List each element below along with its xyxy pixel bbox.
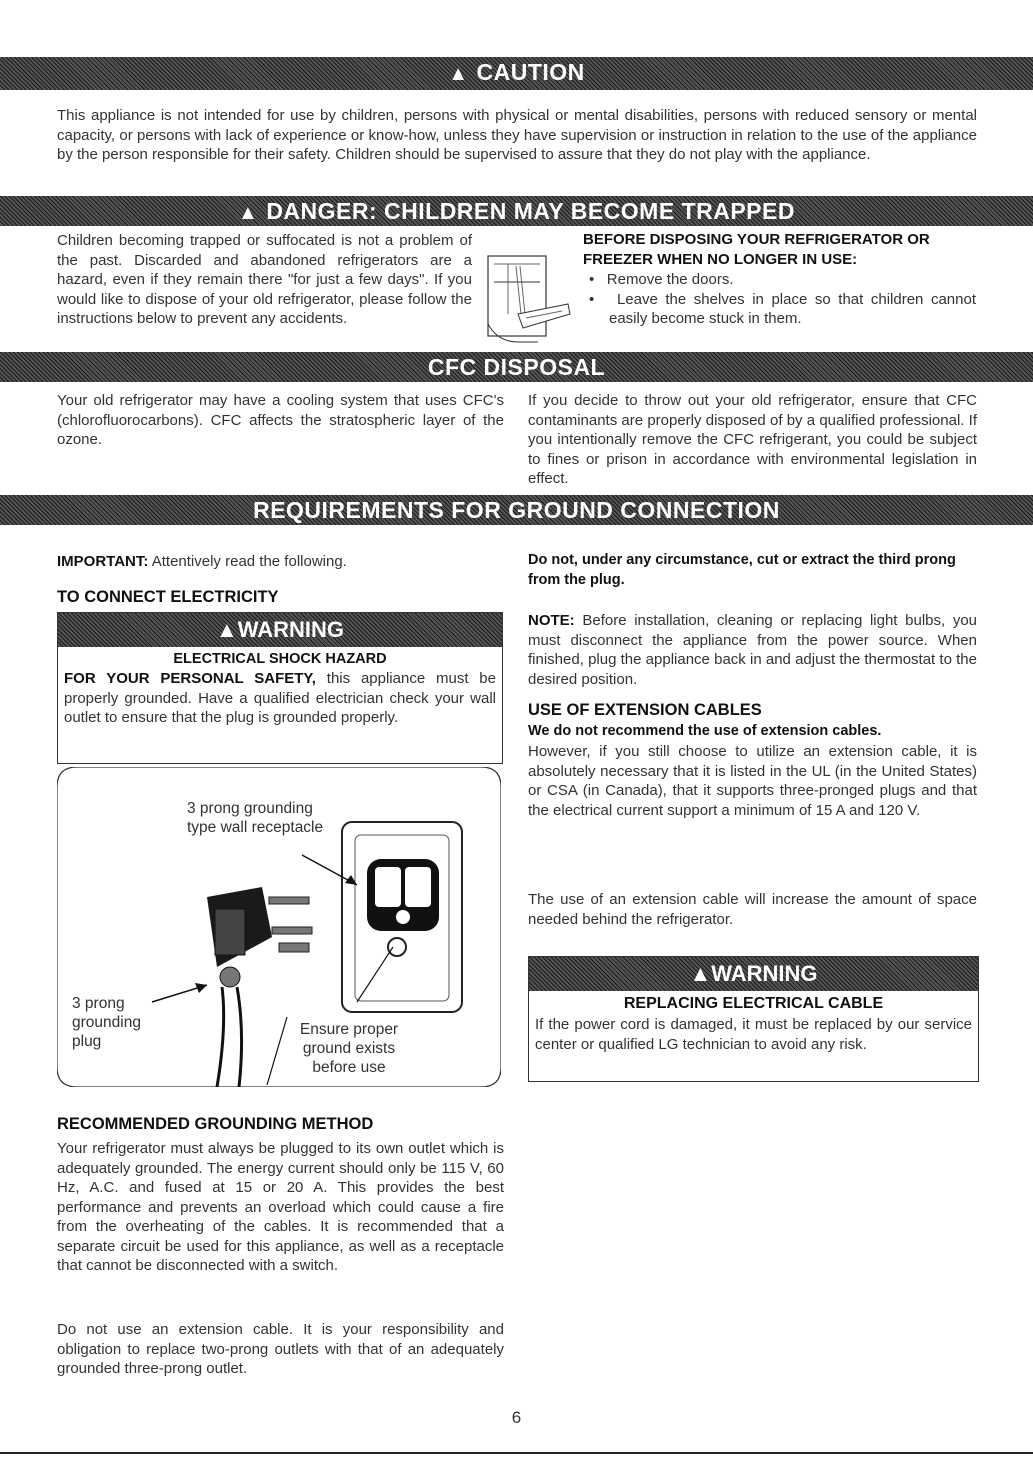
recommended-text-2: Do not use an extension cable. It is your responsibility and obligation to replace two-prong outlets with that of an adequately grounded three-prong outlet. [57, 1321, 504, 1377]
extension-bold: We do not recommend the use of extension cables. [528, 723, 882, 739]
bottom-rule [0, 1452, 1033, 1454]
caution-text: This appliance is not intended for use by children, persons with physical or mental disabilities, persons with reduced sensory or mental capacity, or persons with lack of experience or know-how, unless they have supervision or instruction in relation to the use of the appliance by the person responsible for their safety. Children should be supervised to assure that they do not play with the appliance. [57, 107, 977, 163]
connect-heading: TO CONNECT ELECTRICITY [57, 588, 279, 606]
caution-banner [0, 57, 1033, 90]
warning-subtitle: REPLACING ELECTRICAL CABLE [623, 995, 884, 1012]
page-number: 6 [511, 1408, 522, 1427]
ensure-ground-label: Ensure proper ground exists before use [299, 1021, 399, 1076]
cfc-title: CFC DISPOSAL [427, 354, 606, 380]
do-not-cut-prong: Do not, under any circumstance, cut or extract the third prong from the plug. [528, 552, 956, 588]
list-item: • Remove the doors. [589, 271, 734, 288]
danger-title: DANGER: CHILDREN MAY BECOME TRAPPED [266, 198, 795, 224]
warning-body: FOR YOUR PERSONAL SAFETY, this appliance must be properly grounded. Have a qualified electrician check your wall outlet to ensure that the plug is grounded properly. [64, 670, 496, 726]
cfc-left-text: Your old refrigerator may have a cooling system that uses CFC's (chlorofluorocarbons). CFC affects the stratospheric layer of the ozone. [57, 392, 504, 448]
warning-box-cable [528, 956, 979, 1082]
extension-heading: USE OF EXTENSION CABLES [528, 701, 762, 719]
warning-triangle-icon: ▲ [448, 63, 469, 85]
ground-title: REQUIREMENTS FOR GROUND CONNECTION [253, 497, 780, 523]
recommended-text-1: Your refrigerator must always be plugged to its own outlet which is adequately grounded. The energy current should only be 115 V, 60 Hz, A.C. and fused at 15 or 20 A. This provides the best performance and prevents an overload which could cause a fire from the overheating of the cables. It is recommended that a separate circuit be used for this appliance, as well as a receptacle that cannot be disconnected with a switch. [57, 1140, 504, 1274]
important-note: IMPORTANT: Attentively read the following. [57, 553, 347, 570]
refrigerator-illustration [478, 254, 574, 346]
warning-subtitle: ELECTRICAL SHOCK HAZARD [173, 651, 387, 667]
grounding-figure [57, 767, 501, 1087]
danger-banner [0, 196, 1033, 226]
caution-title: CAUTION [476, 59, 585, 85]
receptacle-label: 3 prong grounding type wall receptacle [187, 800, 324, 836]
extension-text-2: The use of an extension cable will increase the amount of space needed behind the refrigerator. [528, 891, 977, 928]
warning-triangle-icon: ▲ [689, 961, 712, 986]
recommended-heading: RECOMMENDED GROUNDING METHOD [57, 1115, 374, 1133]
ground-banner [0, 495, 1033, 525]
warning-triangle-icon: ▲ [238, 202, 259, 224]
warning-triangle-icon: ▲ [215, 617, 238, 642]
disposal-list [583, 270, 976, 329]
warning-bar: ▲WARNING [529, 957, 978, 991]
danger-text: Children becoming trapped or suffocated is not a problem of the past. Discarded and abandoned refrigerators are a hazard, even if they remain there "for just a few days". If you would like to dispose of your old refrigerator, please follow the instructions below to prevent any accidents. [57, 232, 472, 327]
list-item: • Leave the shelves in place so that children cannot easily become stuck in them. [589, 290, 976, 327]
cfc-right-text: If you decide to throw out your old refrigerator, ensure that CFC contaminants are properly disposed of by a qualified professional. If you intentionally remove the CFC refrigerant, you could be subject to fines or prison in accordance with environmental legislation in effect. [528, 392, 977, 487]
warning-bar: ▲WARNING [58, 613, 502, 647]
extension-text: However, if you still choose to utilize an extension cable, it is absolutely necessary that it is listed in the UL (in the United States) or CSA (in Canada), that it supports three-pronged plugs and that the electrical current support a minimum of 15 A and 120 V. [528, 743, 977, 819]
warning-body: If the power cord is damaged, it must be replaced by our service center or qualified LG technician to avoid any risk. [535, 1016, 972, 1053]
disposal-heading: BEFORE DISPOSING YOUR REFRIGERATOR OR FREEZER WHEN NO LONGER IN USE: [583, 231, 930, 268]
cfc-banner [0, 352, 1033, 382]
note-text: NOTE: Before installation, cleaning or replacing light bulbs, you must disconnect the appliance from the power source. When finished, plug the appliance back in and adjust the thermostat to the desired position. [528, 612, 977, 688]
plug-label: 3 prong grounding plug [72, 995, 141, 1050]
warning-box-shock [57, 612, 503, 764]
